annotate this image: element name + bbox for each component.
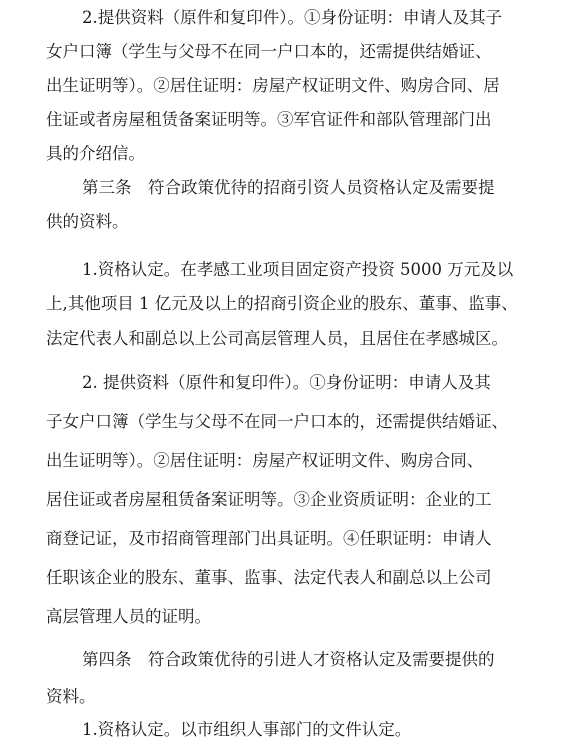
- text-line: 1.资格认定。以市组织人事部门的文件认定。: [82, 720, 412, 739]
- text-line: 高层管理人员的证明。: [46, 607, 211, 626]
- section-heading-article-3: 第三条 符合政策优待的招商引资人员资格认定及需要提: [82, 178, 495, 197]
- section-heading-article-4: 第四条 符合政策优待的引进人才资格认定及需要提供的: [82, 650, 495, 669]
- text-line: 2. 提供资料（原件和复印件）。①身份证明：申请人及其: [82, 373, 491, 392]
- text-line: 具的介绍信。: [46, 144, 145, 163]
- text-line: 法定代表人和副总以上公司高层管理人员，且居住在孝感城区。: [46, 329, 508, 348]
- text-line: 供的资料。: [46, 212, 129, 231]
- text-line: 1.资格认定。在孝感工业项目固定资产投资 5000 万元及以: [82, 260, 514, 279]
- text-line: 任职该企业的股东、董事、监事、法定代表人和副总以上公司: [46, 568, 492, 587]
- text-line: 上,其他项目 1 亿元及以上的招商引资企业的股东、董事、监事、: [46, 294, 518, 313]
- text-line: 住证或者房屋租赁备案证明等。③军官证件和部队管理部门出: [46, 110, 492, 129]
- text-line: 出生证明等）。②居住证明：房屋产权证明文件、购房合同、居: [46, 76, 500, 95]
- text-line: 资料。: [46, 687, 96, 706]
- text-line: 出生证明等）。②居住证明：房屋产权证明文件、购房合同、: [46, 451, 484, 470]
- text-line: 居住证或者房屋租赁备案证明等。③企业资质证明：企业的工: [46, 490, 492, 509]
- text-line: 2.提供资料（原件和复印件）。①身份证明：申请人及其子: [82, 8, 502, 27]
- text-line: 女户口簿（学生与父母不在同一户口本的，还需提供结婚证、: [46, 42, 492, 61]
- text-line: 子女户口簿（学生与父母不在同一户口本的，还需提供结婚证、: [46, 412, 508, 431]
- text-line: 商登记证，及市招商管理部门出具证明。④任职证明：申请人: [46, 529, 492, 548]
